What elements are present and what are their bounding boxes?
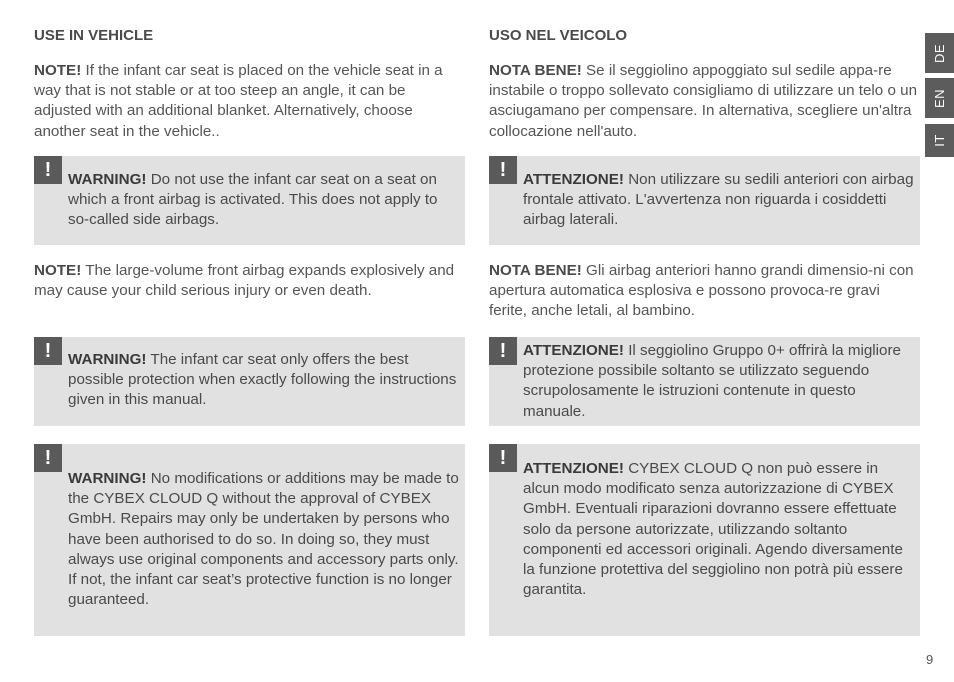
- warning-label: WARNING!: [68, 470, 147, 487]
- section-heading: USE IN VEHICLE: [34, 27, 154, 44]
- warning-text-block: [68, 170, 461, 231]
- warning-box: [34, 444, 465, 636]
- note-paragraph: [489, 261, 919, 322]
- warning-box: [34, 156, 465, 245]
- exclamation-icon: !: [34, 444, 62, 472]
- warning-box: [489, 444, 920, 636]
- language-tab-en[interactable]: [925, 78, 954, 118]
- warning-text-block: [523, 459, 916, 600]
- warning-text: No modifications or additions may be made to the CYBEX CLOUD Q without the approval of CYBEX GmbH. Repairs may only be undertaken by persons who have been authorised to do so. In doing so, they must always use original components and accessory parts only. If not, the infant car seat’s protective function is no longer guaranteed.: [68, 470, 459, 609]
- exclamation-icon: !: [34, 156, 62, 184]
- language-tab-label: IT: [932, 134, 947, 147]
- note-label: NOTE!: [34, 62, 82, 79]
- note-label: NOTE!: [34, 262, 82, 279]
- note-label: NOTA BENE!: [489, 262, 582, 279]
- warning-text-block: [68, 350, 461, 411]
- language-tab-it[interactable]: [925, 124, 954, 157]
- note-paragraph: [34, 61, 464, 142]
- warning-box: [34, 337, 465, 426]
- note-label: NOTA BENE!: [489, 62, 582, 79]
- language-tab-de[interactable]: [925, 33, 954, 73]
- language-tab-label: EN: [932, 88, 947, 108]
- exclamation-icon: !: [489, 444, 517, 472]
- warning-text: The infant car seat only offers the best possible protection when exactly following the instructions given in this manual.: [68, 351, 457, 409]
- warning-text-block: [523, 170, 916, 231]
- warning-text: Non utilizzare su sedili anteriori con airbag frontale attivato. L'avvertenza non riguarda i cosiddetti airbag laterali.: [523, 171, 914, 229]
- warning-label: ATTENZIONE!: [523, 460, 624, 477]
- warning-text: CYBEX CLOUD Q non può essere in alcun modo modificato senza autorizzazione di CYBEX GmbH. Eventuali riparazioni dovranno essere effettuate solo da persone autorizzate, utilizzando soltanto componenti ed accessori originali. Agendo diversamente la funzione protettiva del seggiolino non potrà più essere garantita.: [523, 460, 903, 599]
- note-text: If the infant car seat is placed on the vehicle seat in a way that is not stable or at too steep an angle, it can be adjusted with an additional blanket. Alternatively, choose another seat in the vehicle..: [34, 62, 443, 140]
- warning-box: [489, 337, 920, 426]
- warning-text-block: [523, 341, 916, 422]
- warning-text-block: [68, 469, 461, 610]
- warning-label: WARNING!: [68, 351, 147, 368]
- note-text: Gli airbag anteriori hanno grandi dimensio-ni con apertura automatica esplosiva e possono provoca-re gravi ferite, anche letali, al bambino.: [489, 262, 914, 320]
- exclamation-icon: !: [489, 156, 517, 184]
- language-tab-label: DE: [932, 43, 947, 63]
- warning-label: WARNING!: [68, 171, 147, 188]
- note-text: The large-volume front airbag expands explosively and may cause your child serious injury or even death.: [34, 262, 455, 300]
- warning-text: Do not use the infant car seat on a seat on which a front airbag is activated. This does not apply to so-called side airbags.: [68, 171, 438, 229]
- note-paragraph: [489, 61, 919, 142]
- warning-label: ATTENZIONE!: [523, 342, 624, 359]
- exclamation-icon: !: [489, 337, 517, 365]
- note-text: Se il seggiolino appoggiato sul sedile appa-re instabile o troppo sollevato consigliamo di utilizzare un telo o un asciugamano per compensare. In alternativa, scegliere un'altra collocazione nell'auto.: [489, 62, 918, 140]
- exclamation-icon: !: [34, 337, 62, 365]
- warning-text: Il seggiolino Gruppo 0+ offrirà la migliore protezione possibile soltanto se utilizzato seguendo scrupolosamente le istruzioni contenute in questo manuale.: [523, 342, 902, 420]
- note-paragraph: [34, 261, 464, 301]
- section-heading: USO NEL VEICOLO: [489, 27, 628, 44]
- page-number: 9: [926, 652, 934, 667]
- warning-box: [489, 156, 920, 245]
- warning-label: ATTENZIONE!: [523, 171, 624, 188]
